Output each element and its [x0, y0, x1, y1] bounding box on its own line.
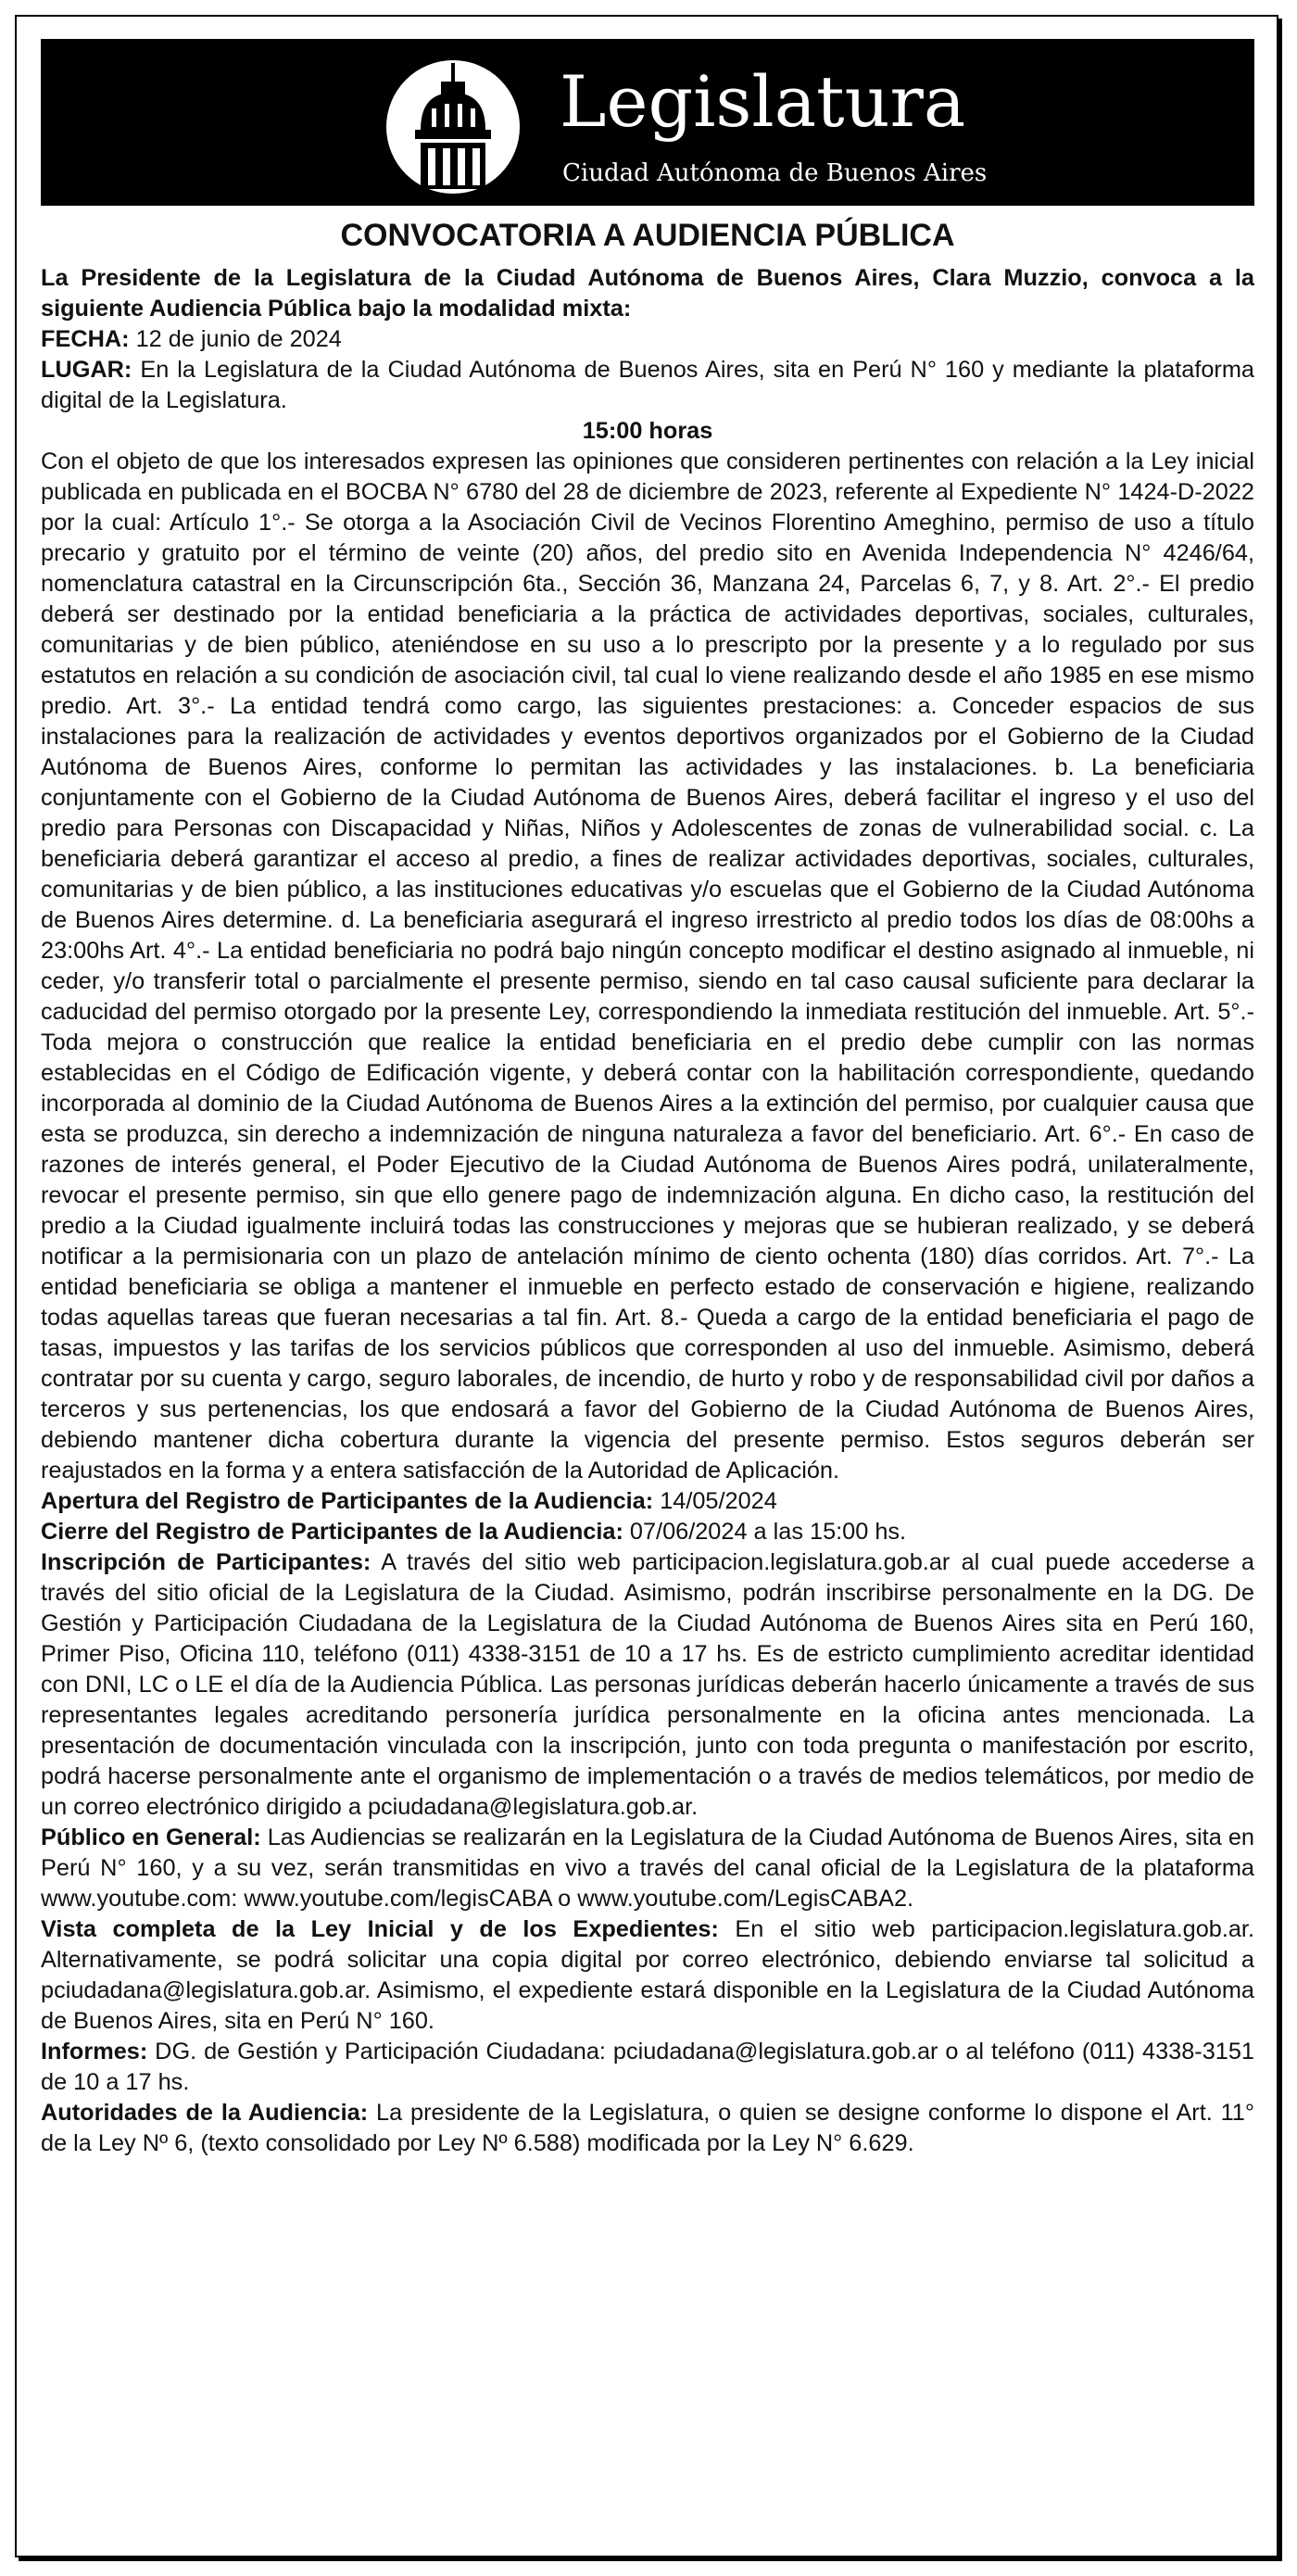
capitol-dome-icon: [384, 57, 523, 196]
notice-frame: [15, 15, 1278, 2557]
fecha-value: 12 de junio de 2024: [129, 326, 342, 352]
lugar-line: [41, 355, 1254, 416]
autoridades-paragraph: [41, 2098, 1254, 2159]
apertura-line: [41, 1486, 1254, 1517]
autoridades-label: Autoridades de la Audiencia:: [41, 2100, 369, 2126]
autoridades-value: La presidente de la Legislatura, o quien se designe conforme lo dispone el Art. 11° de la Ley Nº 6, (texto consolidado por Ley Nº 6.588) modificada por la Ley N° 6.629.: [41, 2100, 1254, 2156]
informes-value: DG. de Gestión y Participación Ciudadana: pciudadana@legislatura.gob.ar o al teléfono (011) 4338-3151 de 10 a 17 hs.: [41, 2039, 1254, 2095]
cierre-label: Cierre del Registro de Participantes de la Audiencia:: [41, 1519, 623, 1545]
logo-title: Legislatura: [560, 60, 966, 143]
informes-label: Informes:: [41, 2039, 148, 2065]
vista-label: Vista completa de la Ley Inicial y de los Expedientes:: [41, 1916, 719, 1942]
apertura-label: Apertura del Registro de Participantes de la Audiencia:: [41, 1488, 654, 1514]
lugar-label: LUGAR:: [41, 357, 132, 383]
vista-value: En el sitio web participacion.legislatura.gob.ar. Alternativamente, se podrá solicitar una copia digital por correo electrónico, debiendo enviarse tal solicitud a pciudadana@legislatura.gob.ar. Asimismo, el expediente estará disponible en la Legislatura de la Ciudad Autónoma de Buenos Aires, sita en Perú N° 160.: [41, 1916, 1254, 2034]
fecha-line: [41, 324, 1254, 355]
notice-body: [41, 215, 1254, 2159]
header-banner: [41, 39, 1254, 206]
publico-label: Público en General:: [41, 1825, 261, 1850]
publico-paragraph: [41, 1823, 1254, 1914]
informes-paragraph: [41, 2037, 1254, 2098]
apertura-value: 14/05/2024: [653, 1488, 777, 1514]
cierre-value: 07/06/2024 a las 15:00 hs.: [623, 1519, 907, 1545]
publico-value: Las Audiencias se realizarán en la Legislatura de la Ciudad Autónoma de Buenos Aires, sita en Perú N° 160, y a su vez, serán transmitidas en vivo a través del canal oficial de la Legislatura de la plataforma www.youtube.com: www.youtube.com/legisCABA o www.youtube.com/LegisCABA2.: [41, 1825, 1254, 1912]
fecha-label: FECHA:: [41, 326, 130, 352]
logo-subtitle: Ciudad Autónoma de Buenos Aires: [562, 159, 988, 187]
hora-line: 15:00 horas: [582, 418, 713, 444]
document-title: CONVOCATORIA A AUDIENCIA PÚBLICA: [340, 218, 955, 253]
intro-paragraph: La Presidente de la Legislatura de la Ciudad Autónoma de Buenos Aires, Clara Muzzio, convoca a la siguiente Audiencia Pública bajo la modalidad mixta:: [41, 265, 1254, 322]
inscripcion-paragraph: [41, 1547, 1254, 1823]
lugar-value: En la Legislatura de la Ciudad Autónoma de Buenos Aires, sita en Perú N° 160 y mediante la plataforma digital de la Legislatura.: [41, 357, 1254, 413]
objeto-paragraph: Con el objeto de que los interesados expresen las opiniones que consideren pertinentes con relación a la Ley inicial publicada en publicada en el BOCBA N° 6780 del 28 de diciembre de 2023, referente al Expediente N° 1424-D-2022 por la cual: Artículo 1°.- Se otorga a la Asociación Civil de Vecinos Florentino Ameghino, permiso de uso a título precario y gratuito por el término de veinte (20) años, del predio sito en Avenida Independencia N° 4246/64, nomenclatura catastral en la Circunscripción 6ta., Sección 36, Manzana 24, Parcelas 6, 7, y 8. Art. 2°.- El predio deberá ser destinado por la entidad beneficiaria a la práctica de actividades deportivas, sociales, culturales, comunitarias y de bien público, ateniéndose en su uso a lo prescripto por la presente y a lo regulado por sus estatutos en relación a su condición de asociación civil, tal cual lo viene realizando desde el año 1985 en ese mismo predio. Art. 3°.- La entidad tendrá como cargo, las siguientes prestaciones: a. Conceder espacios de sus instalaciones para la realización de actividades y eventos deportivos organizados por el Gobierno de la Ciudad Autónoma de Buenos Aires, conforme lo permitan las actividades y las instalaciones. b. La beneficiaria conjuntamente con el Gobierno de la Ciudad Autónoma de Buenos Aires, deberá facilitar el ingreso y el uso del predio para Personas con Discapacidad y Niñas, Niños y Adolescentes de zonas de vulnerabilidad social. c. La beneficiaria deberá garantizar el acceso al predio, a fines de realizar actividades deportivas, sociales, culturales, comunitarias y de bien público, a las instituciones educativas y/o escuelas que el Gobierno de la Ciudad Autónoma de Buenos Aires determine. d. La beneficiaria asegurará el ingreso irrestricto al predio todos los días de 08:00hs a 23:00hs Art. 4°.- La entidad beneficiaria no podrá bajo ningún concepto modificar el destino asignado al inmueble, ni ceder, y/o transferir total o parcialmente el presente permiso, siendo en tal caso causal suficiente para declarar la caducidad del permiso otorgado por la presente Ley, correspondiendo la inmediata restitución del inmueble. Art. 5°.- Toda mejora o construcción que realice la entidad beneficiaria en el predio debe cumplir con las normas establecidas en el Código de Edificación vigente, y deberá contar con la habilitación correspondiente, quedando incorporada al dominio de la Ciudad Autónoma de Buenos Aires a la extinción del permiso, por cualquier causa que esta se produzca, sin derecho a indemnización de ninguna naturaleza a favor del beneficiario. Art. 6°.- En caso de razones de interés general, el Poder Ejecutivo de la Ciudad Autónoma de Buenos Aires podrá, unilateralmente, revocar el presente permiso, sin que ello genere pago de indemnización alguna. En dicho caso, la restitución del predio a la Ciudad igualmente incluirá todas las construcciones y mejoras que se hubieran realizado, y se deberá notificar a la permisionaria con un plazo de antelación mínimo de ciento ochenta (180) días corridos. Art. 7°.- La entidad beneficiaria se obliga a mantener el inmueble en perfecto estado de conservación e higiene, realizando todas aquellas tareas que fueran necesarias a tal fin. Art. 8.- Queda a cargo de la entidad beneficiaria el pago de tasas, impuestos y las tarifas de los servicios públicos que corresponden al uso del inmueble. Asimismo, deberá contratar por su cuenta y cargo, seguro laborales, de incendio, de hurto y robo y de responsabilidad civil por daños a terceros y sus pertenencias, los que endosará a favor del Gobierno de la Ciudad Autónoma de Buenos Aires, debiendo mantener dicha cobertura durante la vigencia del presente permiso. Estos seguros deberán ser reajustados en la forma y a entera satisfacción de la Autoridad de Aplicación.: [41, 448, 1254, 1484]
inscripcion-value: A través del sitio web participacion.legislatura.gob.ar al cual puede accederse a través del sitio oficial de la Legislatura de la Ciudad. Asimismo, podrán inscribirse personalmente en la DG. De Gestión y Participación Ciudadana de la Legislatura de la Ciudad Autónoma de Buenos Aires sita en Perú 160, Primer Piso, Oficina 110, teléfono (011) 4338-3151 de 10 a 17 hs. Es de estricto cumplimiento acreditar identidad con DNI, LC o LE el día de la Audiencia Pública. Las personas jurídicas deberán hacerlo únicamente a través de sus representantes legales acreditando personería jurídica personalmente en la oficina antes mencionada. La presentación de documentación vinculada con la inscripción, junto con toda pregunta o manifestación por escrito, podrá hacerse personalmente ante el organismo de implementación o a través de medios telemáticos, por medio de un correo electrónico dirigido a pciudadana@legislatura.gob.ar.: [41, 1549, 1254, 1820]
inscripcion-label: Inscripción de Participantes:: [41, 1549, 371, 1575]
cierre-line: [41, 1517, 1254, 1547]
vista-paragraph: [41, 1914, 1254, 2037]
